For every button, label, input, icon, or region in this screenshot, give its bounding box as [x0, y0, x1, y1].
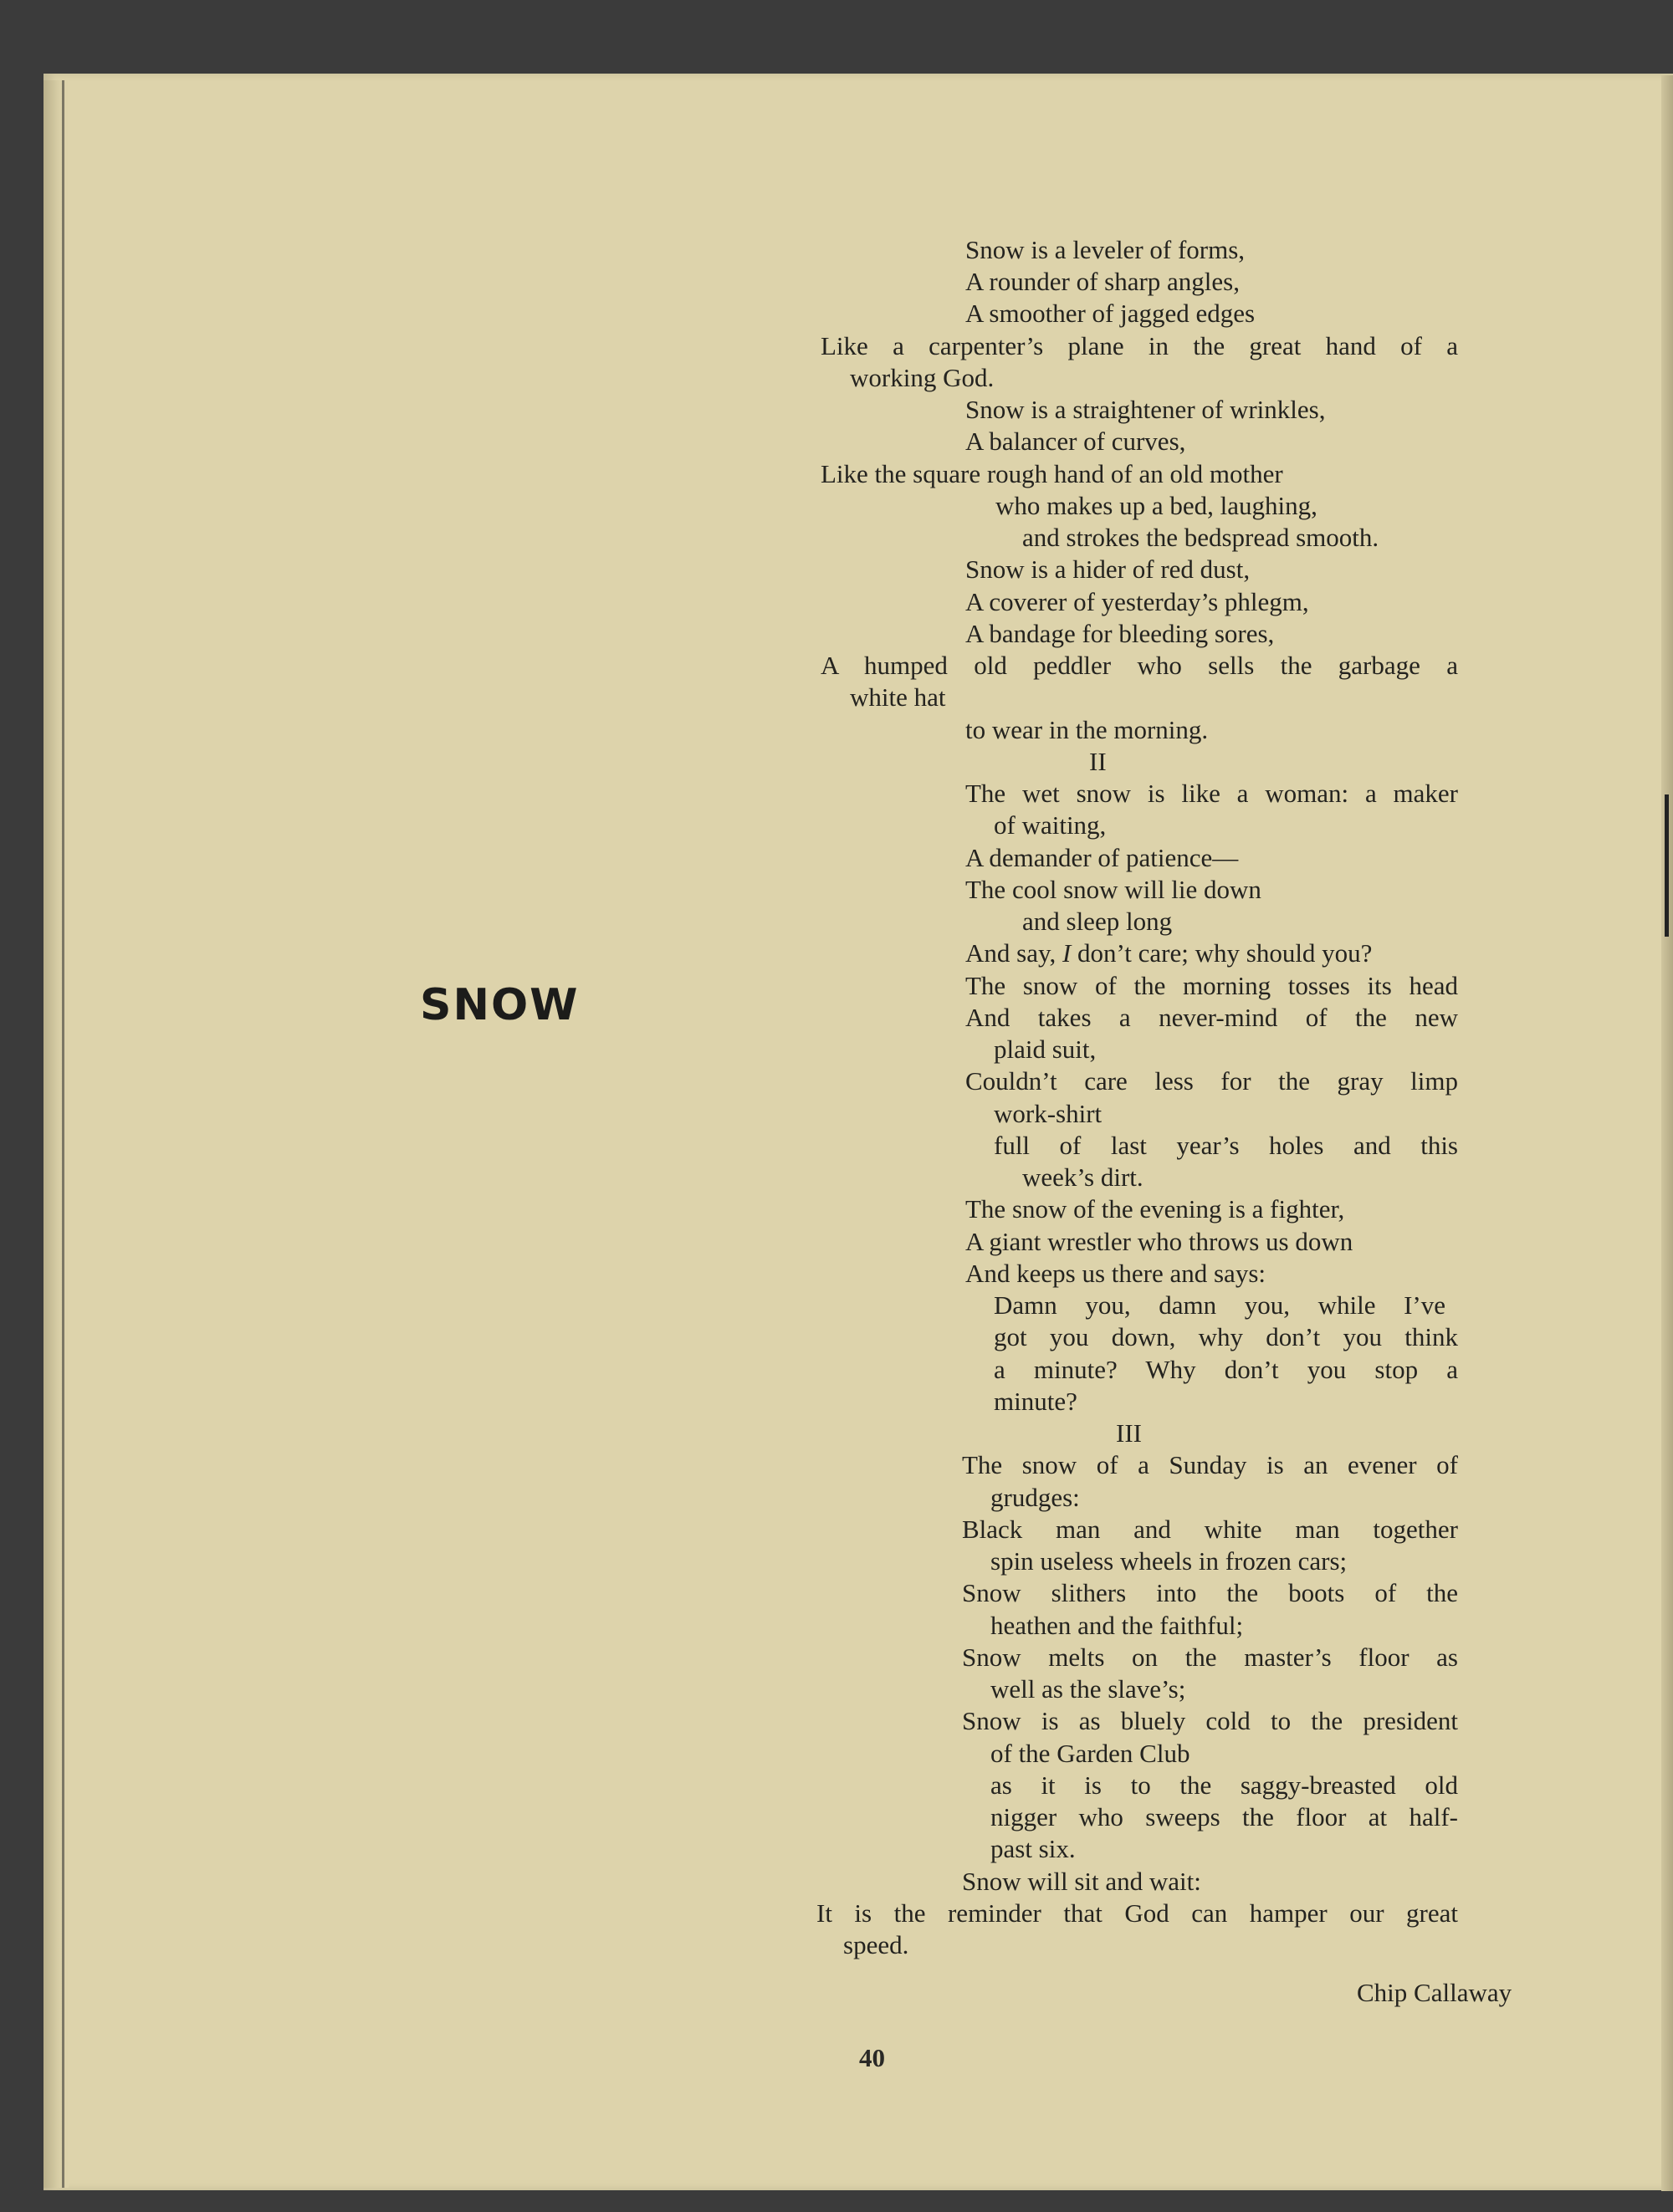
say-suffix: don’t care; why should you?: [1071, 938, 1373, 968]
poem-line: work-shirt: [994, 1099, 1103, 1128]
section-heading: III: [1116, 1418, 1142, 1448]
page-number: 40: [859, 2043, 885, 2072]
poem-line: plaid suit,: [994, 1034, 1097, 1064]
poem-line: A rounder of sharp angles,: [965, 267, 1240, 296]
book-spine: [43, 80, 69, 2188]
poem-line: as it is to the saggy-breasted old: [990, 1770, 1458, 1800]
poem-line: The snow of the evening is a fighter,: [965, 1194, 1345, 1223]
say-italic: I: [1062, 938, 1072, 968]
poem-line: A smoother of jagged edges: [965, 299, 1256, 328]
poem-line: who makes up a bed, laughing,: [995, 491, 1317, 520]
poem-line: A coverer of yesterday’s phlegm,: [965, 587, 1309, 616]
poem-line: speed.: [843, 1930, 909, 1959]
poem-line: A giant wrestler who throws us down: [965, 1227, 1353, 1256]
poem-line: Damn you, damn you, while I’ve: [994, 1290, 1445, 1320]
page-edge: [1661, 75, 1673, 2191]
poem-line: a minute? Why don’t you stop a: [994, 1355, 1458, 1384]
poem-title: SNOW: [420, 980, 580, 1030]
poem-line: Couldn’t care less for the gray limp: [965, 1066, 1458, 1096]
spine-shadow-line: [62, 80, 64, 2188]
poem-line: And takes a never-mind of the new: [965, 1003, 1458, 1032]
poem-line: spin useless wheels in frozen cars;: [990, 1546, 1348, 1576]
poem-line: A demander of patience—: [965, 843, 1239, 872]
poem-line: Like the square rough hand of an old mother: [821, 459, 1283, 488]
edge-mark: [1665, 794, 1669, 937]
poem-line: full of last year’s holes and this: [994, 1131, 1458, 1160]
poem-line: week’s dirt.: [1022, 1162, 1143, 1192]
poem-line: white hat: [850, 682, 946, 712]
poem-line: A balancer of curves,: [965, 427, 1186, 456]
poem-line: to wear in the morning.: [965, 715, 1209, 744]
poem-line: The snow of the morning tosses its head: [965, 971, 1458, 1000]
poem-line: A humped old peddler who sells the garbage a: [821, 651, 1458, 680]
poem-line: working God.: [850, 363, 995, 392]
poem-line: Black man and white man together: [962, 1515, 1458, 1544]
poem-line: Snow slithers into the boots of the: [962, 1578, 1458, 1607]
poem-line: and sleep long: [1022, 907, 1173, 936]
poem-line: The cool snow will lie down: [965, 875, 1261, 904]
poem-line: and strokes the bedspread smooth.: [1022, 523, 1379, 552]
poem-line: The snow of a Sunday is an evener of: [962, 1450, 1458, 1479]
poem-line: heathen and the faithful;: [990, 1611, 1244, 1640]
poem-line: Snow is a leveler of forms,: [965, 235, 1246, 264]
author-signature: Chip Callaway: [1357, 1978, 1512, 2007]
poem-line: well as the slave’s;: [990, 1674, 1186, 1704]
poem-line: A bandage for bleeding sores,: [965, 619, 1275, 648]
poem-line: past six.: [990, 1834, 1076, 1863]
poem-line: of the Garden Club: [990, 1739, 1190, 1768]
poem-line: [965, 937, 1372, 969]
poem-line: Snow is a straightener of wrinkles,: [965, 395, 1326, 424]
poem-line: grudges:: [990, 1483, 1080, 1512]
poem-line: And keeps us there and says:: [965, 1259, 1266, 1288]
poem-line: nigger who sweeps the floor at half-: [990, 1802, 1458, 1831]
say-prefix: And say,: [965, 938, 1062, 968]
poem-line: of waiting,: [994, 810, 1107, 840]
poem-line: It is the reminder that God can hamper our great: [816, 1898, 1458, 1928]
poem-line: Snow will sit and wait:: [962, 1867, 1201, 1896]
poem-line: Snow is a hider of red dust,: [965, 554, 1251, 584]
poem-line: The wet snow is like a woman: a maker: [965, 779, 1458, 808]
poem-line: got you down, why don’t you think: [994, 1322, 1458, 1351]
poem-line: Snow is as bluely cold to the president: [962, 1706, 1458, 1735]
poem-line: minute?: [994, 1387, 1077, 1416]
poem-line: Snow melts on the master’s floor as: [962, 1642, 1458, 1672]
section-heading: II: [1089, 747, 1107, 776]
poem-line: Like a carpenter’s plane in the great hand of a: [821, 331, 1458, 360]
